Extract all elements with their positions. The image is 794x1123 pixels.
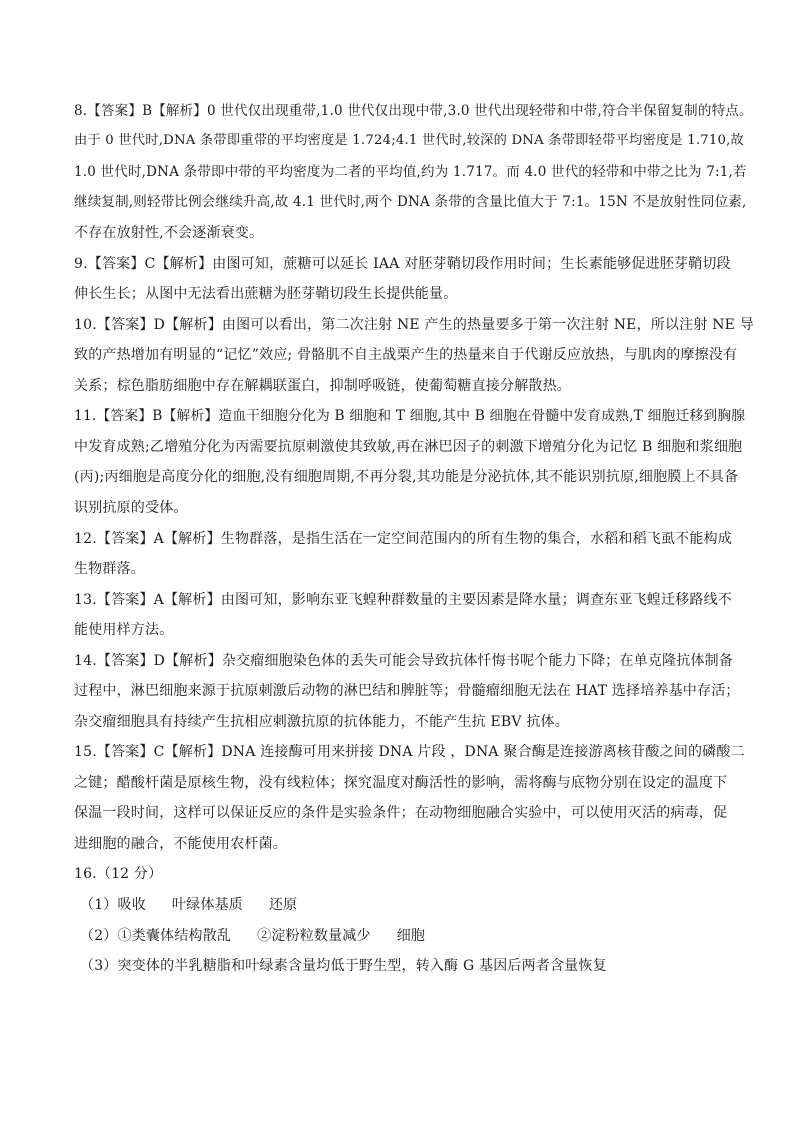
answer-10-line-2: 致的产热增加有明显的“记忆”效应; 骨骼肌不自主战栗产生的热量来自于代谢反应放热，与肌肉的摩擦没有 [74,347,738,363]
answer-14-line-1: 14.【答案】D【解析】杂交瘤细胞染色体的丢失可能会导致抗体忏悔书呢个能力下降；在单克隆抗体制备 [74,653,734,669]
answer-11-line-3: (丙);丙细胞是高度分化的细胞,没有细胞周期,不再分裂,其功能是分泌抗体,其不能识别抗原,细胞膜上不具备 [74,469,739,485]
part-2-item-3: 细胞 [396,928,426,944]
answer-9-line-1: 9.【答案】C【解析】由图可知，蔗糖可以延长 IAA 对胚芽鞘切段作用时间；生长素能够促进胚芽鞘切段 [74,256,731,272]
part-1-item-1: （1）吸收 [80,897,146,913]
part-1-item-3: 还原 [268,897,298,913]
answer-15-line-2: 之键；醋酸杆菌是原核生物，没有线粒体；探究温度对酶活性的影响，需将酶与底物分别在设定的温度下 [74,775,728,791]
answer-14-line-2: 过程中，淋巴细胞来源于抗原刺激后动物的淋巴结和脾脏等；骨髓瘤细胞无法在 HAT 选择培养基中存活； [74,683,740,699]
answer-15-line-1: 15.【答案】C【解析】DNA 连接酶可用来拼接 DNA 片段 ，DNA 聚合酶是连接游离核苷酸之间的磷酸二 [74,744,745,760]
part-2-item-1: （2）①类囊体结构散乱 [80,928,232,944]
answer-14-line-3: 杂交瘤细胞具有持续产生抗相应刺激抗原的抗体能力，不能产生抗 EBV 抗体。 [74,714,569,730]
answer-11-line-1: 11.【答案】B【解析】造血干细胞分化为 B 细胞和 T 细胞,其中 B 细胞在骨髓中发育成熟,T 细胞迁移到胸腺 [74,408,746,424]
answer-8-line-4: 继续复制,则轻带比例会继续升高,故 4.1 世代时,两个 DNA 条带的含量比值大于 7:1。15N 不是放射性同位素, [74,194,747,210]
answer-15-line-3: 保温一段时间，这样可以保证反应的条件是实验条件；在动物细胞融合实验中，可以使用灭活的病毒，促 [74,805,728,821]
answer-12-line-1: 12.【答案】A【解析】生物群落，是指生活在一定空间范围内的所有生物的集合，水稻和稻飞虱不能构成 [74,531,732,547]
answer-9-line-2: 伸长生长；从图中无法看出蔗糖为胚芽鞘切段生长提供能量。 [74,286,458,302]
answer-10-line-3: 关系；棕色脂肪细胞中存在解耦联蛋白，抑制呼吸链，使葡萄糖直接分解散热。 [74,378,571,394]
part-3-item-1: （3）突变体的半乳糖脂和叶绿素含量均低于野生型，转入酶 G 基因后两者含量恢复 [80,958,607,974]
answer-12-line-2: 生物群落。 [74,561,145,577]
answer-13-line-1: 13.【答案】A【解析】由图可知，影响东亚飞蝗种群数量的主要因素是降水量；调查东亚飞蝗迁移路线不 [74,592,732,608]
part-1-item-2: 叶绿体基质 [171,897,243,913]
answer-11-line-2: 中发育成熟;乙增殖分化为丙需要抗原刺激使其致敏,再在淋巴因子的刺激下增殖分化为记忆 B 细胞和浆细胞 [74,439,743,455]
answer-10-line-1: 10.【答案】D【解析】由图可以看出，第二次注射 NE 产生的热量要多于第一次注射 NE，所以注射 NE 导 [74,317,754,333]
answer-16-part-2 [80,926,425,946]
answer-8-line-3: 1.0 世代时,DNA 条带即中带的平均密度为二者的平均值,约为 1.717。而 4.0 世代的轻带和中带之比为 7:1,若 [74,164,747,180]
part-2-item-2: ②淀粉粒数量减少 [257,928,371,944]
answer-16-part-3 [80,956,607,976]
answer-13-line-2: 能使用样方法。 [74,622,174,638]
answer-8-line-5: 不存在放射性,不会逐渐衰变。 [74,225,264,241]
answer-15-line-4: 进细胞的融合，不能使用农杆菌。 [74,836,287,852]
answer-8-line-1: 8.【答案】B【解析】0 世代仅出现重带,1.0 世代仅出现中带,3.0 世代出现轻带和中带,符合半保留复制的特点。 [74,103,753,119]
answer-16-heading: 16.（12 分） [74,866,163,882]
answer-11-line-4: 识别抗原的受体。 [74,500,188,516]
answer-16-part-1 [80,895,297,915]
answer-8-line-2: 由于 0 世代时,DNA 条带即重带的平均密度是 1.724;4.1 世代时,较深的 DNA 条带即轻带平均密度是 1.710,故 [74,133,744,148]
